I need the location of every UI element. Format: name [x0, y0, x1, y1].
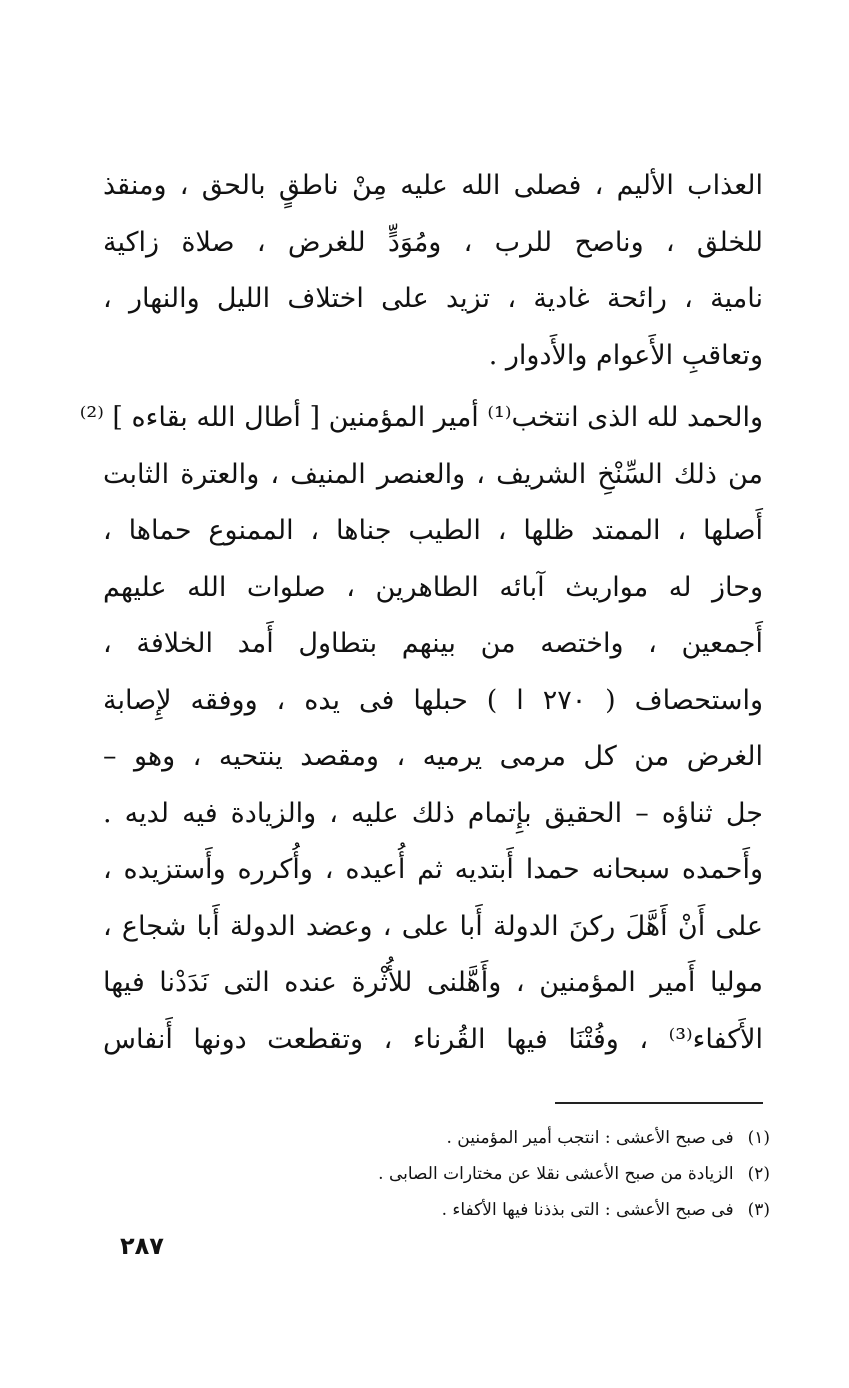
text-line: نامية ، رائحة غادية ، تزيد على اختلاف الليل والنهار ، [103, 283, 763, 314]
text-line: وأَحمده سبحانه حمدا أَبتديه ثم أُعيده ، وأُكرره وأَستزيده ، [103, 854, 763, 885]
text-line: للخلق ، وناصح للرب ، ومُوَدٍّ للغرض ، صلاة زاكية [103, 226, 763, 258]
text-line: أَصلها ، الممتد ظلها ، الطيب جناها ، الممنوع حماها ، [103, 515, 763, 546]
footnote-text: فى صبح الأعشى : التى بذذنا فيها الأكفاء . [441, 1200, 734, 1220]
text-line: على أَنْ أَهَّلَ ركنَ الدولة أَبا على ، وعضد الدولة أَبا شجاع ، [103, 910, 763, 942]
text-line: موليا أَمير المؤمنين ، وأَهَّلنى للأُثْرة عنده التى نَدَدْنا فيها [103, 967, 763, 998]
text-line: الأَكفاء⁽³⁾ ، وفُتْنَا فيها القُرناء ، وتقطعت دونها أَنفاس [103, 1023, 763, 1055]
main-text [79, 158, 763, 1068]
footnote-separator [555, 1102, 763, 1104]
text-line: الغرض من كل مرمى يرميه ، ومقصد ينتحيه ، وهو – [103, 741, 763, 772]
footnote-number: (٢) [747, 1164, 770, 1184]
footnote-number: (٣) [747, 1200, 770, 1220]
footnote-text: الزيادة من صبح الأعشى نقلا عن مختارات الصابى . [378, 1164, 734, 1184]
footnote [300, 1120, 770, 1156]
footnote [300, 1156, 770, 1192]
footnote-text: فى صبح الأعشى : انتجب أمير المؤمنين . [446, 1128, 734, 1148]
text-line: العذاب الأليم ، فصلى الله عليه مِنْ ناطقٍ بالحق ، ومنقذ [103, 170, 763, 201]
text-line: جل ثناؤه – الحقيق بإِتمام ذلك عليه ، والزيادة فيه لديه . [103, 797, 763, 829]
text-line: وتعاقبِ الأَعوام والأَدوار . [488, 339, 763, 371]
text-line: من ذلك السِّنْخِ الشريف ، والعنصر المنيف ، والعترة الثابت [103, 458, 763, 490]
footnote [300, 1192, 770, 1228]
page-number: ٢٨٧ [120, 1232, 164, 1260]
text-line: واستحصاف ( ٢٧٠ ا ) حبلها فى يده ، ووفقه لإِصابة [103, 684, 763, 716]
footnote-number: (١) [747, 1128, 770, 1148]
text-line: وحاز له مواريث آبائه الطاهرين ، صلوات الله عليهم [103, 571, 763, 603]
text-line: والحمد لله الذى انتخب⁽¹⁾ أمير المؤمنين [ أطال الله بقاءه ] ⁽²⁾ [79, 402, 763, 433]
text-line: أَجمعين ، واختصه من بينهم بتطاول أَمد الخلافة ، [103, 628, 763, 659]
footnotes [300, 1120, 770, 1228]
